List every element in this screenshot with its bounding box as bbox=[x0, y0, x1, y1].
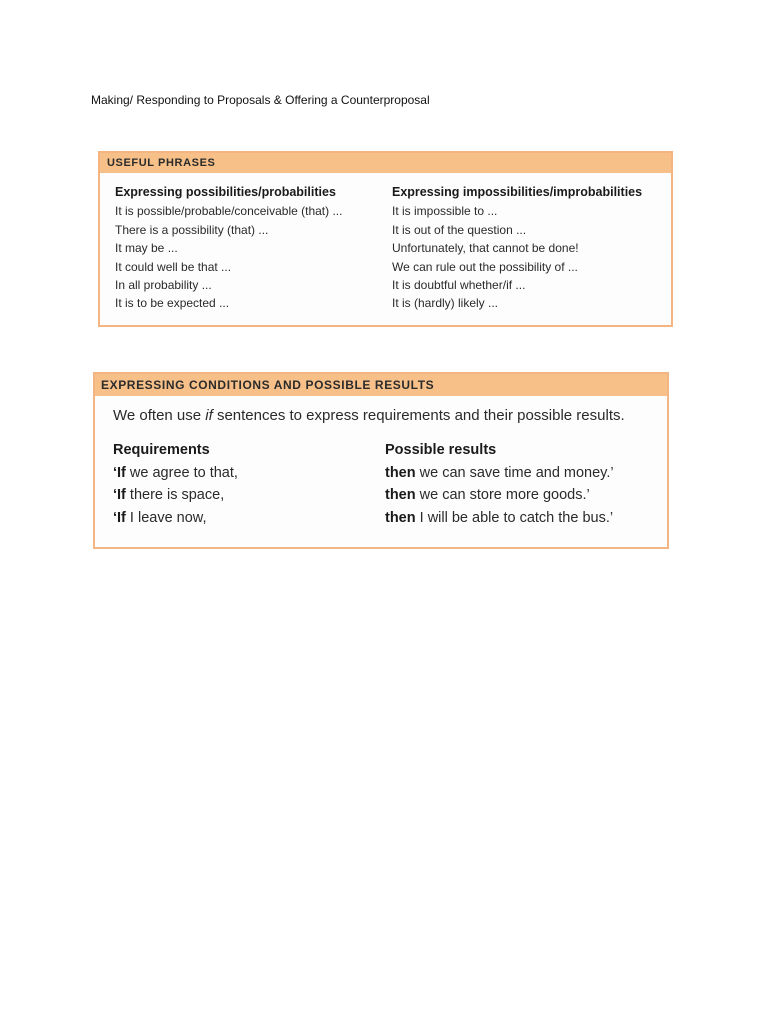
impossibility-phrase: Unfortunately, that cannot be done! bbox=[392, 241, 579, 256]
impossibility-phrase: It is doubtful whether/if ... bbox=[392, 278, 526, 293]
impossibility-phrase: It is impossible to ... bbox=[392, 204, 498, 219]
useful-phrases-box bbox=[98, 151, 673, 327]
impossibilities-column bbox=[392, 183, 642, 313]
impossibility-phrase: We can rule out the possibility of ... bbox=[392, 259, 578, 274]
result-line: then I will be able to catch the bus.’ bbox=[385, 509, 614, 526]
results-heading: Possible results bbox=[385, 442, 497, 458]
requirement-line: ‘If there is space, bbox=[113, 487, 225, 503]
possibility-phrase: It may be ... bbox=[115, 241, 178, 256]
possibility-phrase: It is possible/probable/conceivable (that) ... bbox=[115, 204, 343, 219]
requirements-heading: Requirements bbox=[113, 442, 210, 458]
intro-if-italic: if bbox=[205, 407, 213, 424]
conditions-box bbox=[93, 372, 669, 549]
requirements-column bbox=[113, 439, 238, 529]
possibility-phrase: In all probability ... bbox=[115, 278, 212, 293]
intro-text: We often use bbox=[113, 407, 206, 424]
requirement-line: ‘If we agree to that, bbox=[113, 464, 238, 481]
page-title: Making/ Responding to Proposals & Offering a Counterproposal bbox=[91, 93, 430, 107]
intro-text: sentences to express requirements and their possible results. bbox=[212, 407, 625, 424]
possibility-phrase: It could well be that ... bbox=[115, 259, 232, 274]
result-line: then we can save time and money.’ bbox=[385, 464, 614, 481]
possibilities-column bbox=[115, 183, 342, 313]
impossibility-phrase: It is (hardly) likely ... bbox=[392, 296, 499, 311]
results-column bbox=[385, 439, 614, 529]
impossibility-phrase: It is out of the question ... bbox=[392, 222, 527, 237]
possibility-phrase: There is a possibility (that) ... bbox=[115, 222, 269, 237]
useful-phrases-header: USEFUL PHRASES bbox=[100, 153, 671, 173]
conditions-header: EXPRESSING CONDITIONS AND POSSIBLE RESULTS bbox=[95, 374, 667, 396]
result-line: then we can store more goods.’ bbox=[385, 487, 590, 503]
possibilities-heading: Expressing possibilities/probabilities bbox=[115, 185, 336, 199]
conditions-intro bbox=[113, 407, 625, 424]
impossibilities-heading: Expressing impossibilities/improbabilities bbox=[392, 185, 643, 199]
requirement-line: ‘If I leave now, bbox=[113, 509, 207, 526]
possibility-phrase: It is to be expected ... bbox=[115, 296, 230, 311]
